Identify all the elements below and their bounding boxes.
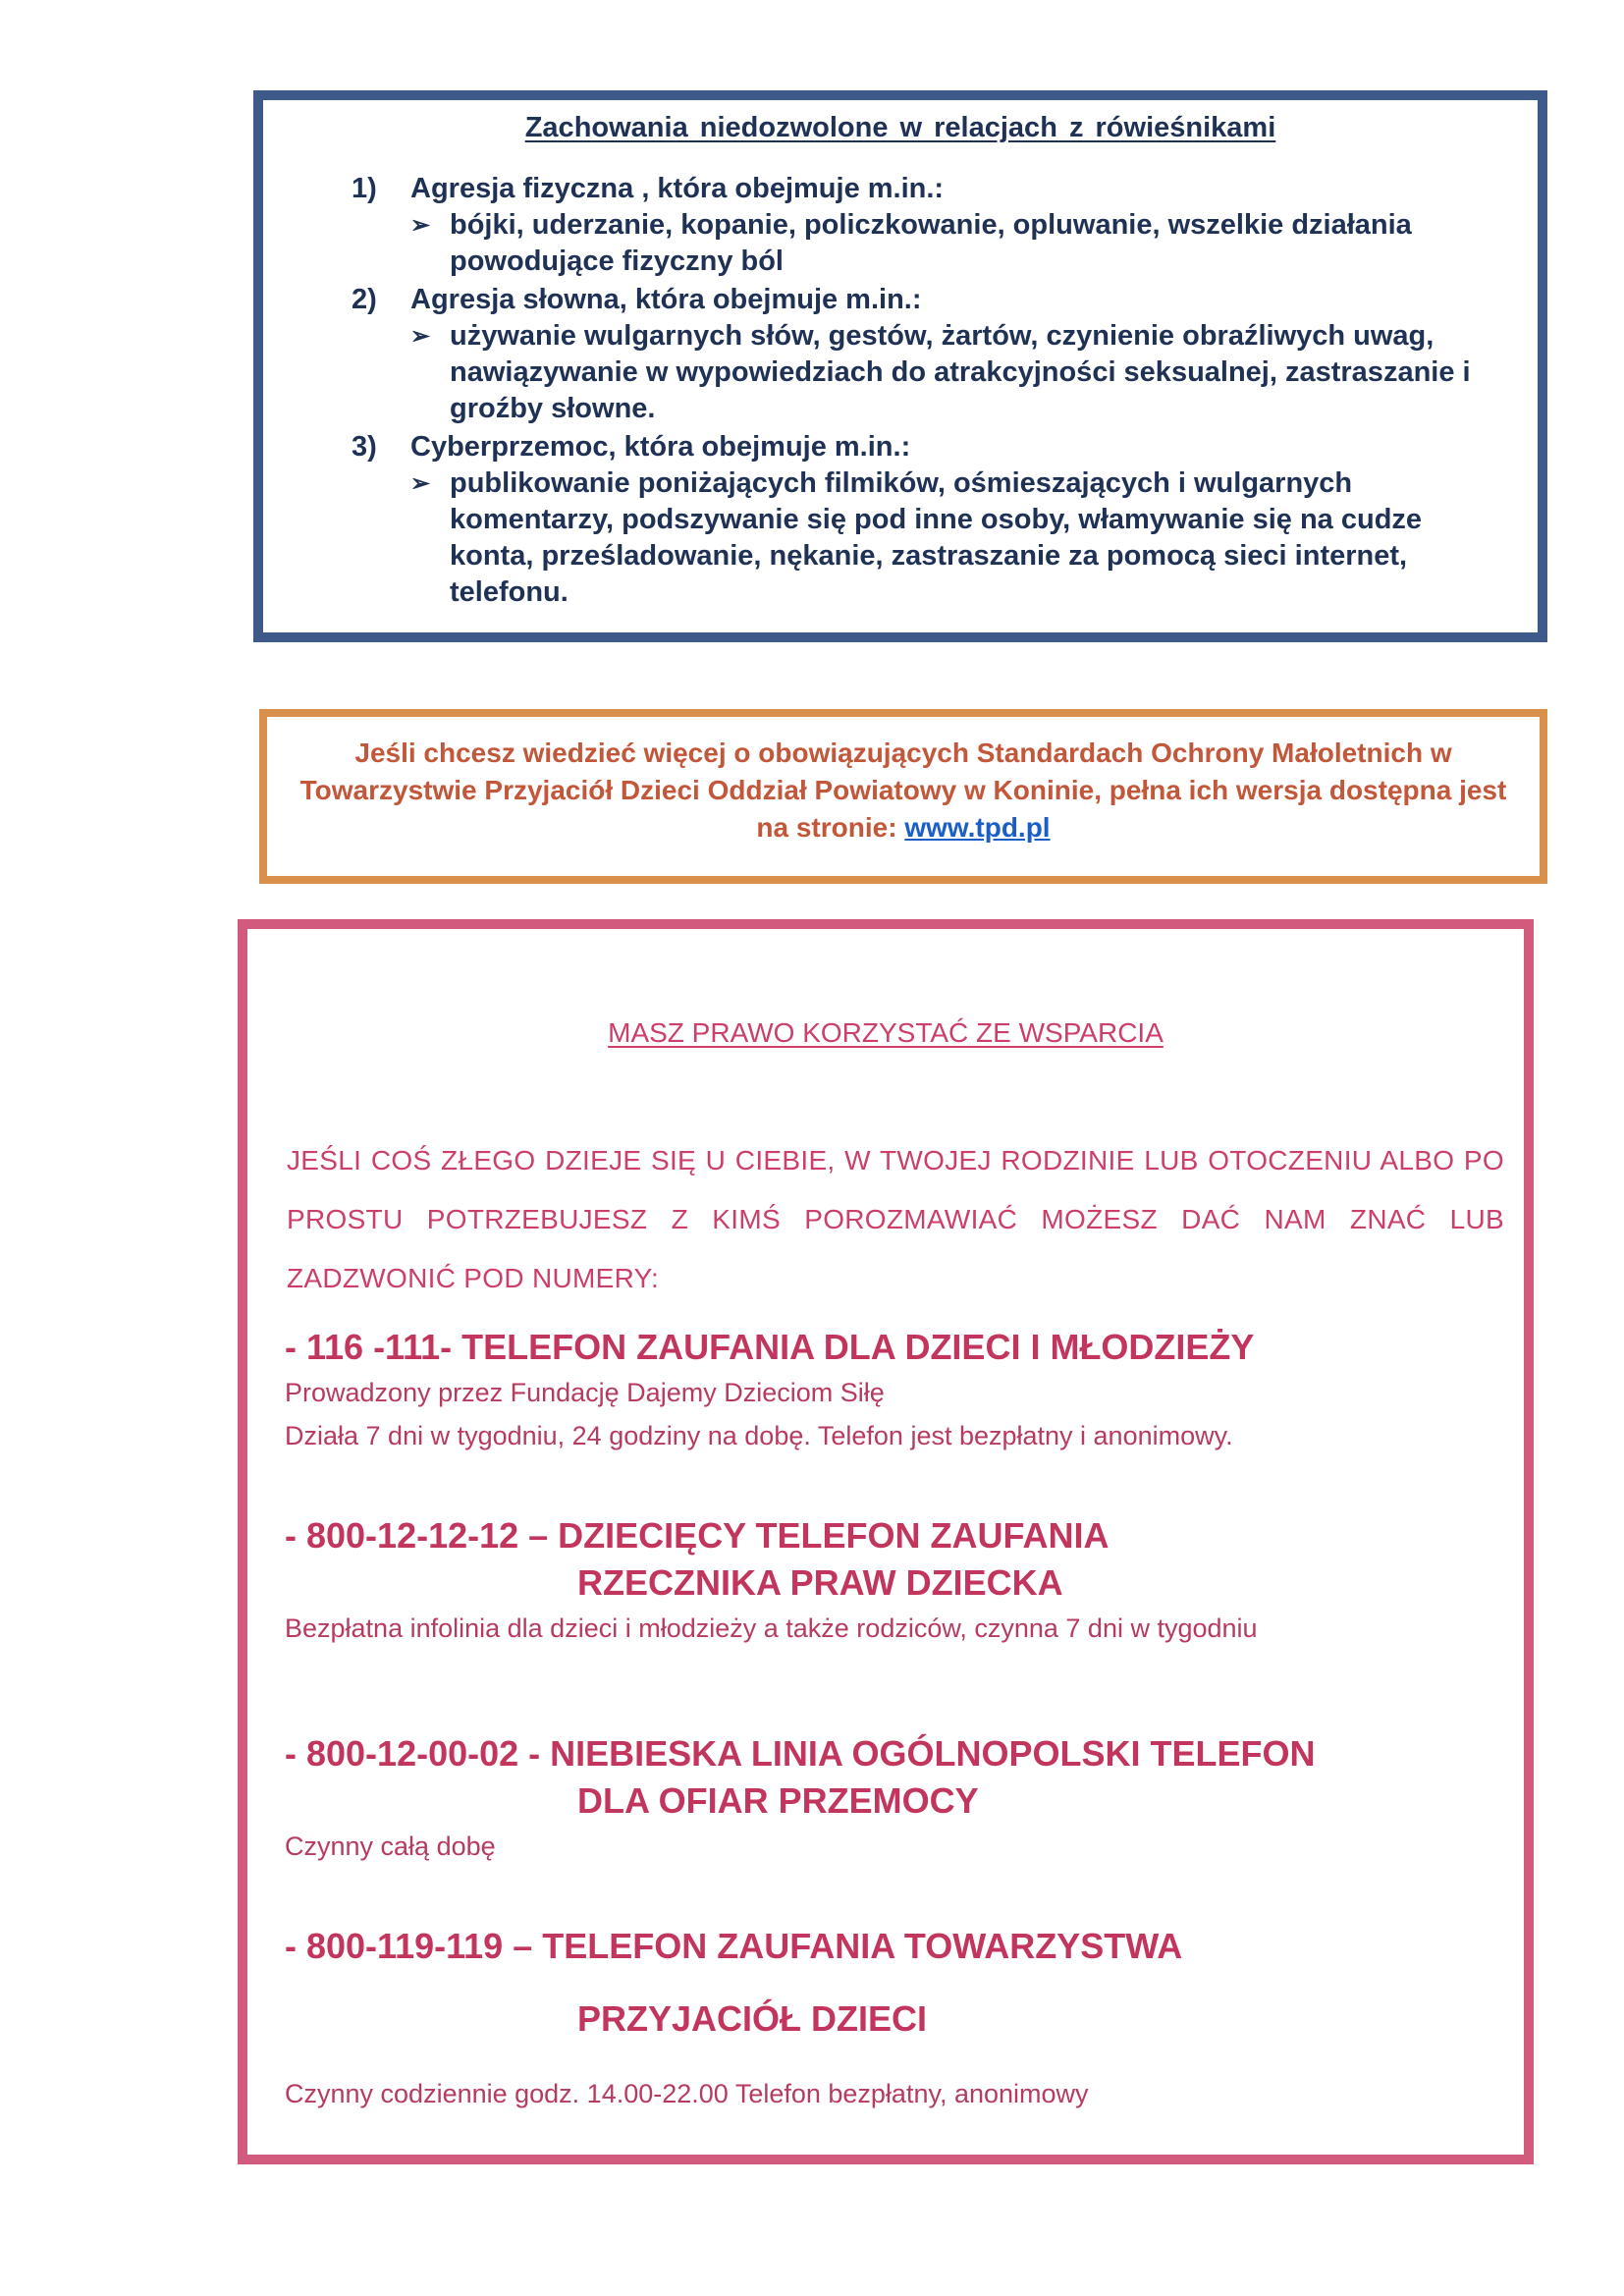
hotline-heading-continued: DLA OFIAR PRZEMOCY [577, 1780, 979, 1821]
hotline-description: Bezpłatna infolinia dla dzieci i młodzieży a także rodziców, czynna 7 dni w tygodniu [285, 1613, 1258, 1643]
hotline-description: Czynny codziennie godz. 14.00-22.00 Telefon bezpłatny, anonimowy [285, 2079, 1089, 2108]
hotline-heading-continued: RZECZNIKA PRAW DZIECKA [577, 1562, 1063, 1603]
hotline-description: Prowadzony przez Fundację Dajemy Dzieciom Siłę [285, 1378, 885, 1407]
item-number: 3) [352, 431, 377, 463]
standards-info-sentence: Jeśli chcesz wiedzieć więcej o obowiązujących Standardach Ochrony Małoletnich w Towarzystwie Przyjaciół Dzieci Oddział Powiatowy w Koninie, pełna ich wersja dostępna jest na stronie: [299, 738, 1507, 843]
item-number: 1) [352, 173, 377, 204]
prohibited-behaviors-title: Zachowania niedozwolone w relacjach z rówieśnikami [524, 112, 1276, 143]
arrow-bullet-icon: ➢ [410, 323, 431, 350]
support-title: MASZ PRAWO KORZYSTAĆ ZE WSPARCIA [608, 1017, 1164, 1048]
sub-list-item [352, 318, 1498, 427]
arrow-bullet-icon: ➢ [410, 212, 431, 239]
hotline-heading: - 800-119-119 – TELEFON ZAUFANIA TOWARZYSTWA [285, 1926, 1183, 1966]
item-label: Agresja słowna, która obejmuje m.in.: [410, 284, 922, 315]
hotline-item [285, 1324, 1504, 1457]
hotline-heading: - 800-12-12-12 – DZIECIĘCY TELEFON ZAUFANIA [285, 1515, 1110, 1556]
hotline-item [285, 1512, 1504, 1650]
tpd-website-link[interactable]: www.tpd.pl [904, 812, 1051, 843]
item-detail: używanie wulgarnych słów, gestów, żartów, czynienie obraźliwych uwag, nawiązywanie w wypowiedziach do atrakcyjności seksualnej, zastraszanie i groźby słowne. [450, 320, 1471, 424]
behaviors-list [352, 171, 1498, 613]
hotline-heading: - 116 -111- TELEFON ZAUFANIA DLA DZIECI I MŁODZIEŻY [285, 1327, 1255, 1367]
sub-list-item [352, 207, 1498, 280]
hotline-description: Czynny całą dobę [285, 1831, 496, 1861]
standards-info-text [287, 735, 1520, 847]
item-label: Cyberprzemoc, która obejmuje m.in.: [410, 431, 911, 463]
hotline-heading: - 800-12-00-02 - NIEBIESKA LINIA OGÓLNOPOLSKI TELEFON [285, 1733, 1316, 1774]
list-item [352, 282, 1498, 318]
support-intro: JEŚLI COŚ ZŁEGO DZIEJE SIĘ U CIEBIE, W TWOJEJ RODZINIE LUB OTOCZENIU ALBO PO PROSTU POTRZEBUJESZ Z KIMŚ POROZMAWIAĆ MOŻESZ DAĆ NAM ZNAĆ LUB ZADZWONIĆ POD NUMERY: [287, 1145, 1504, 1293]
item-detail: bójki, uderzanie, kopanie, policzkowanie, opluwanie, wszelkie działania powodujące fizyczny ból [450, 209, 1412, 277]
hotline-item [285, 1730, 1504, 1868]
prohibited-behaviors-box [253, 90, 1547, 642]
hotline-item [285, 1923, 1504, 2115]
sub-list-item [352, 465, 1498, 611]
item-label: Agresja fizyczna , która obejmuje m.in.: [410, 173, 945, 204]
support-box [238, 919, 1534, 2164]
list-item [352, 429, 1498, 465]
list-item [352, 171, 1498, 207]
hotline-heading-continued: PRZYJACIÓŁ DZIECI [577, 1998, 928, 2039]
item-number: 2) [352, 284, 377, 315]
arrow-bullet-icon: ➢ [410, 470, 431, 497]
item-detail: publikowanie poniżających filmików, ośmieszających i wulgarnych komentarzy, podszywanie się pod inne osoby, włamywanie się na cudze konta, prześladowanie, nękanie, zastraszanie za pomocą sieci internet, telefonu. [450, 467, 1423, 608]
standards-info-box [259, 709, 1547, 884]
hotline-description: Działa 7 dni w tygodniu, 24 godziny na dobę. Telefon jest bezpłatny i anonimowy. [285, 1421, 1233, 1450]
